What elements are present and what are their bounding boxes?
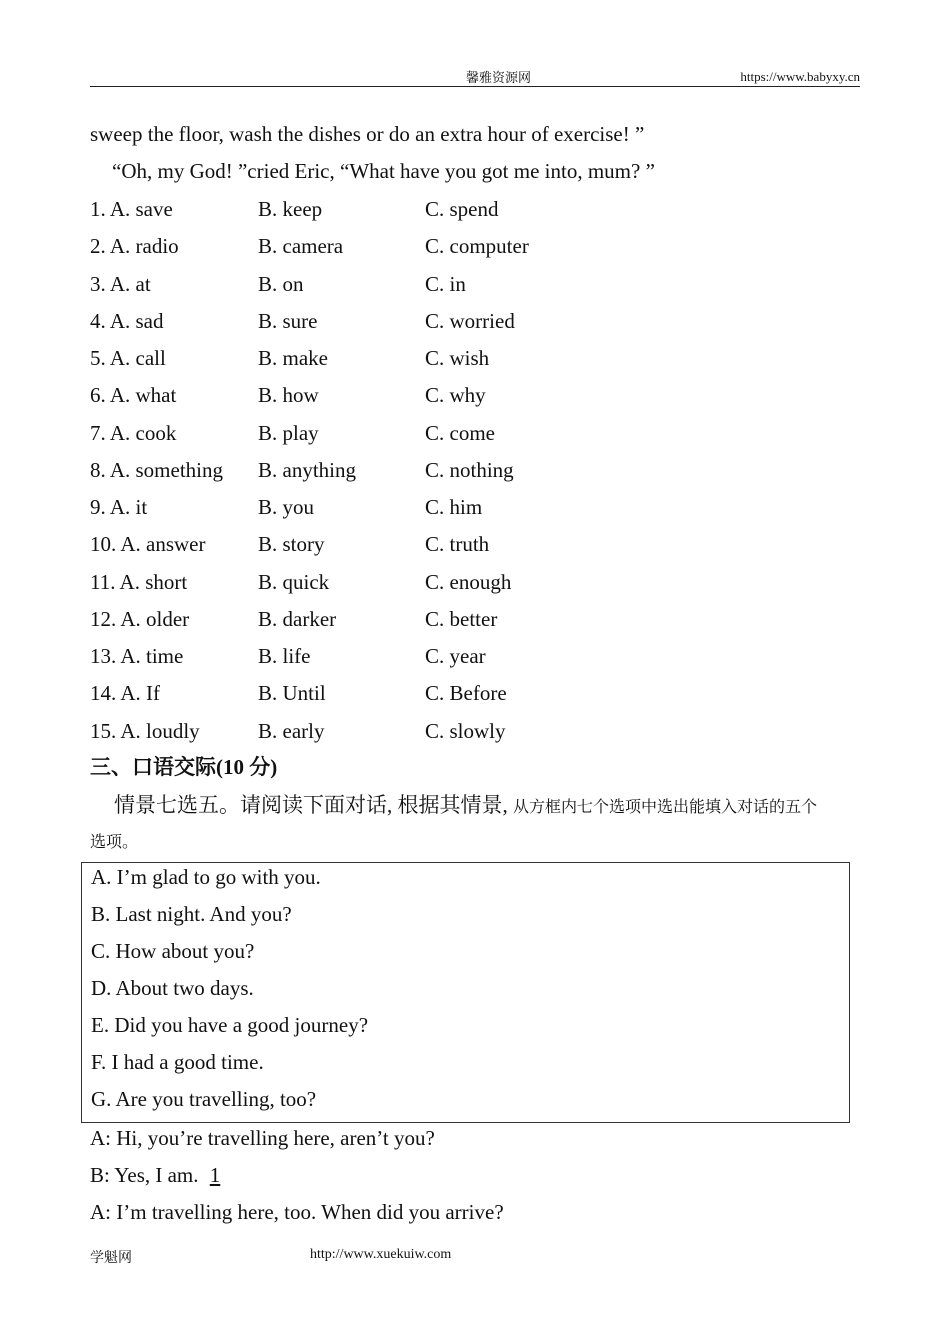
question-row bbox=[90, 420, 690, 446]
footer-site-name: 学魁网 bbox=[90, 1251, 132, 1266]
option-a: 7. A. cook bbox=[90, 420, 177, 445]
instruction-part-3: 选项。 bbox=[90, 834, 139, 851]
option-b: B. anything bbox=[258, 457, 356, 482]
option-b: B. camera bbox=[258, 234, 344, 259]
question-row bbox=[90, 345, 690, 371]
option-a: 5. A. call bbox=[90, 346, 166, 370]
option-b: B. life bbox=[258, 644, 311, 668]
question-row bbox=[90, 196, 690, 222]
choice-g: G. Are you travelling, too? bbox=[91, 1087, 317, 1111]
option-a: 11. A. short bbox=[90, 569, 188, 594]
option-b: B. Until bbox=[258, 681, 326, 706]
option-c: C. enough bbox=[425, 569, 512, 594]
section-instruction bbox=[114, 792, 817, 821]
option-a: 13. A. time bbox=[90, 644, 184, 668]
question-row bbox=[90, 308, 690, 334]
question-row bbox=[90, 643, 690, 669]
question-row bbox=[90, 718, 690, 744]
header-url[interactable]: https://www.babyxy.cn bbox=[740, 69, 860, 84]
option-b: B. make bbox=[258, 346, 328, 370]
choices-box bbox=[81, 862, 850, 1123]
section-title: 三、口语交际(10 分) bbox=[90, 755, 278, 779]
choice-e: E. Did you have a good journey? bbox=[91, 1013, 369, 1037]
option-a: 10. A. answer bbox=[90, 532, 206, 557]
dialogue-line-1: A: Hi, you’re travelling here, aren’t you? bbox=[90, 1126, 435, 1150]
dialogue-line-2-text: B: Yes, I am. bbox=[90, 1163, 204, 1187]
instruction-part-1: 情景七选五。请阅读下面对话, 根据其情景, bbox=[114, 793, 513, 817]
option-c: C. year bbox=[425, 644, 486, 668]
option-a: 3. A. at bbox=[90, 271, 151, 296]
option-a: 14. A. If bbox=[90, 681, 160, 706]
answer-blank-1[interactable]: 1 bbox=[209, 1163, 221, 1187]
option-b: B. keep bbox=[258, 197, 323, 221]
option-c: C. slowly bbox=[425, 718, 506, 743]
option-c: C. spend bbox=[425, 197, 499, 221]
option-c: C. truth bbox=[425, 532, 490, 557]
page-header bbox=[90, 64, 860, 87]
choice-d: D. About two days. bbox=[91, 976, 254, 1000]
instruction-part-2: 从方框内七个选项中选出能填入对话的五个 bbox=[513, 799, 818, 816]
dialogue-line-3: A: I’m travelling here, too. When did you arrive? bbox=[90, 1200, 504, 1224]
header-site-name: 馨雅资源网 bbox=[466, 70, 532, 85]
option-a: 15. A. loudly bbox=[90, 718, 200, 743]
option-b: B. quick bbox=[258, 569, 330, 594]
passage-line-2: “Oh, my God! ”cried Eric, “What have you got me into, mum? ” bbox=[112, 159, 655, 183]
option-b: B. on bbox=[258, 271, 304, 296]
choice-b: B. Last night. And you? bbox=[91, 902, 292, 926]
option-c: C. worried bbox=[425, 308, 515, 333]
option-b: B. sure bbox=[258, 308, 318, 333]
choice-f: F. I had a good time. bbox=[91, 1050, 264, 1074]
option-c: C. better bbox=[425, 606, 498, 631]
option-c: C. come bbox=[425, 420, 495, 445]
question-row bbox=[90, 680, 690, 706]
option-a: 2. A. radio bbox=[90, 234, 179, 259]
option-b: B. how bbox=[258, 383, 319, 408]
question-row bbox=[90, 569, 690, 595]
option-a: 6. A. what bbox=[90, 383, 177, 408]
choice-c: C. How about you? bbox=[91, 939, 255, 963]
question-row bbox=[90, 457, 690, 483]
dialogue-line-2 bbox=[90, 1162, 220, 1188]
option-c: C. nothing bbox=[425, 457, 514, 482]
option-a: 9. A. it bbox=[90, 495, 148, 519]
option-c: C. him bbox=[425, 495, 483, 519]
question-row bbox=[90, 494, 690, 520]
option-c: C. in bbox=[425, 271, 466, 296]
question-row bbox=[90, 606, 690, 632]
question-row bbox=[90, 233, 690, 259]
option-a: 8. A. something bbox=[90, 457, 224, 482]
option-c: C. wish bbox=[425, 346, 490, 370]
option-c: C. why bbox=[425, 383, 486, 408]
option-b: B. darker bbox=[258, 606, 337, 631]
option-c: C. Before bbox=[425, 681, 507, 706]
option-b: B. play bbox=[258, 420, 319, 445]
option-a: 4. A. sad bbox=[90, 308, 164, 333]
option-b: B. early bbox=[258, 718, 325, 743]
passage-line-1: sweep the floor, wash the dishes or do an extra hour of exercise! ” bbox=[90, 122, 645, 146]
option-a: 1. A. save bbox=[90, 197, 173, 221]
question-row bbox=[90, 531, 690, 557]
option-b: B. you bbox=[258, 495, 315, 519]
option-a: 12. A. older bbox=[90, 606, 190, 631]
option-c: C. computer bbox=[425, 234, 529, 259]
choice-a: A. I’m glad to go with you. bbox=[91, 865, 321, 889]
option-b: B. story bbox=[258, 532, 325, 557]
footer-url[interactable]: http://www.xuekuiw.com bbox=[310, 1247, 452, 1262]
question-row bbox=[90, 271, 690, 297]
question-row bbox=[90, 382, 690, 408]
